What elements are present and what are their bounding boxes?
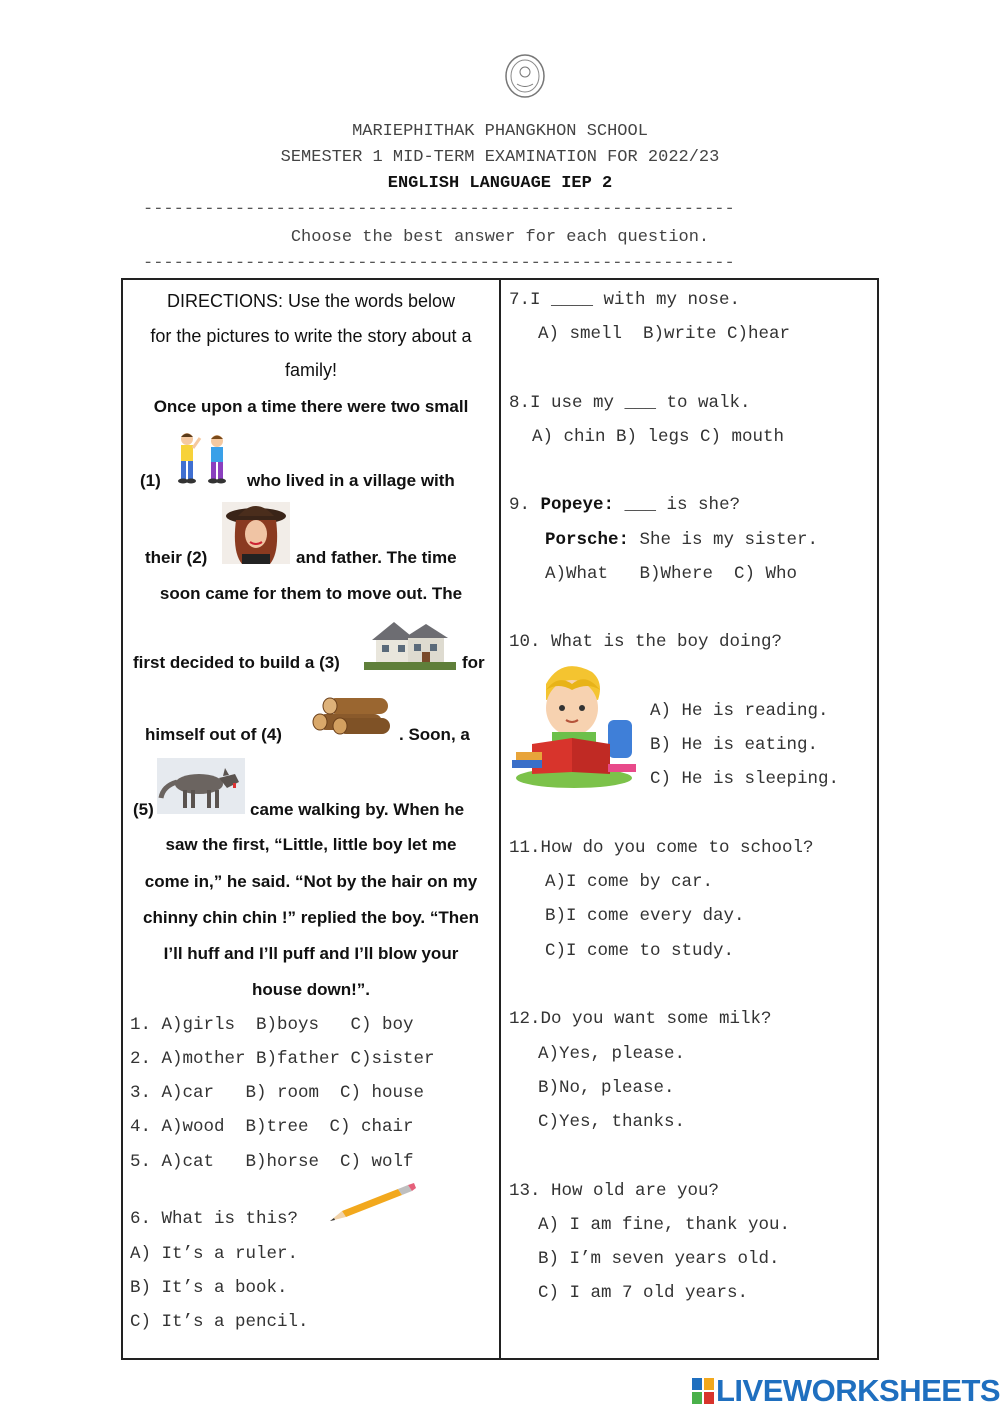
boys-picture [172, 430, 234, 488]
mother-picture [222, 502, 290, 564]
option-row-4[interactable]: 4. A)wood B)tree C) chair [130, 1117, 414, 1137]
story-line-4: soon came for them to move out. The [159, 584, 463, 603]
boy-reading-picture [512, 660, 640, 790]
story-line-9: come in,” he said. “Not by the hair on my [144, 872, 478, 891]
q13-option-a[interactable]: A) I am fine, thank you. [538, 1215, 791, 1235]
q9-speaker-popeye: Popeye: [540, 495, 615, 515]
subject-title: ENGLISH LANGUAGE IEP 2 [387, 174, 613, 193]
q10-question: 10. What is the boy doing? [509, 632, 783, 652]
school-name: MARIEPHITHAK PHANGKHON SCHOOL [352, 122, 648, 141]
story-line-6b: . Soon, a [399, 725, 470, 744]
liveworksheets-logo-icon [692, 1378, 714, 1404]
option-row-5[interactable]: 5. A)cat B)horse C) wolf [130, 1152, 414, 1172]
q7-question: 7.I ____ with my nose. [509, 290, 741, 310]
school-seal-logo [504, 53, 546, 99]
story-line-5a: first decided to build a (3) [133, 653, 340, 672]
q13-question: 13. How old are you? [509, 1181, 720, 1201]
q11-option-b[interactable]: B)I come every day. [545, 906, 745, 926]
option-row-2[interactable]: 2. A)mother B)father C)sister [130, 1049, 435, 1069]
q13-option-c[interactable]: C) I am 7 old years. [538, 1283, 749, 1303]
exam-title: SEMESTER 1 MID-TERM EXAMINATION FOR 2022/23 [280, 148, 720, 167]
directions-line-2: for the pictures to write the story about a [150, 326, 472, 346]
q6-option-a[interactable]: A) It’s a ruler. [130, 1244, 299, 1264]
story-line-2: who lived in a village with [247, 471, 455, 490]
q6-question: 6. What is this? [130, 1209, 299, 1229]
q12-option-a[interactable]: A)Yes, please. [538, 1044, 686, 1064]
q9-text-2: She is my sister. [629, 530, 819, 550]
q12-question: 12.Do you want some milk? [509, 1009, 772, 1029]
story-line-10: chinny chin chin !” replied the boy. “Then [143, 908, 479, 927]
q7-options[interactable]: A) smell B)write C)hear [538, 324, 791, 344]
q12-option-c[interactable]: C)Yes, thanks. [538, 1112, 686, 1132]
dash-divider-bottom: ---------------------------------------------------------- [143, 254, 735, 273]
q11-option-c[interactable]: C)I come to study. [545, 941, 735, 961]
q11-question: 11.How do you come to school? [509, 838, 814, 858]
story-line-7: came walking by. When he [250, 800, 465, 819]
marker-5: (5) [133, 800, 154, 819]
q8-question: 8.I use my ___ to walk. [509, 393, 751, 413]
q6-option-c[interactable]: C) It’s a pencil. [130, 1312, 309, 1332]
story-line-1: Once upon a time there were two small [153, 397, 469, 416]
q10-option-c[interactable]: C) He is sleeping. [650, 769, 840, 789]
directions-line-1: DIRECTIONS: Use the words below [166, 291, 456, 311]
q9-number: 9. [509, 495, 531, 515]
option-row-3[interactable]: 3. A)car B) room C) house [130, 1083, 425, 1103]
q9-text-1: ___ is she? [614, 495, 741, 515]
pencil-picture [326, 1183, 416, 1225]
q9-line-2 [545, 529, 818, 551]
story-line-3b: and father. The time [296, 548, 457, 567]
q9-speaker-porsche: Porsche: [545, 530, 630, 550]
directions-line-3: family! [284, 360, 337, 380]
story-line-6a: himself out of (4) [145, 725, 282, 744]
story-line-11: I’ll huff and I’ll puff and I’ll blow your [163, 944, 459, 963]
story-line-5b: for [462, 653, 485, 672]
instruction-text: Choose the best answer for each question. [290, 228, 710, 247]
q8-options[interactable]: A) chin B) legs C) mouth [532, 427, 785, 447]
dash-divider-top: ---------------------------------------------------------- [143, 200, 735, 219]
q9-options[interactable]: A)What B)Where C) Who [545, 564, 798, 584]
q10-option-a[interactable]: A) He is reading. [650, 701, 829, 721]
story-line-3a: their (2) [145, 548, 208, 567]
wolf-picture [157, 758, 245, 814]
marker-1: (1) [140, 471, 161, 490]
wood-logs-picture [308, 688, 396, 740]
house-picture [364, 618, 456, 670]
column-divider [499, 279, 501, 1359]
q13-option-b[interactable]: B) I’m seven years old. [538, 1249, 780, 1269]
liveworksheets-watermark: LIVEWORKSHEETS [716, 1373, 1000, 1408]
option-row-1[interactable]: 1. A)girls B)boys C) boy [130, 1015, 414, 1035]
q6-option-b[interactable]: B) It’s a book. [130, 1278, 288, 1298]
q10-option-b[interactable]: B) He is eating. [650, 735, 819, 755]
q11-option-a[interactable]: A)I come by car. [545, 872, 714, 892]
q12-option-b[interactable]: B)No, please. [538, 1078, 675, 1098]
story-line-8: saw the first, “Little, little boy let me [165, 835, 457, 854]
story-line-12: house down!”. [251, 980, 371, 999]
q9-line-1 [509, 494, 740, 516]
